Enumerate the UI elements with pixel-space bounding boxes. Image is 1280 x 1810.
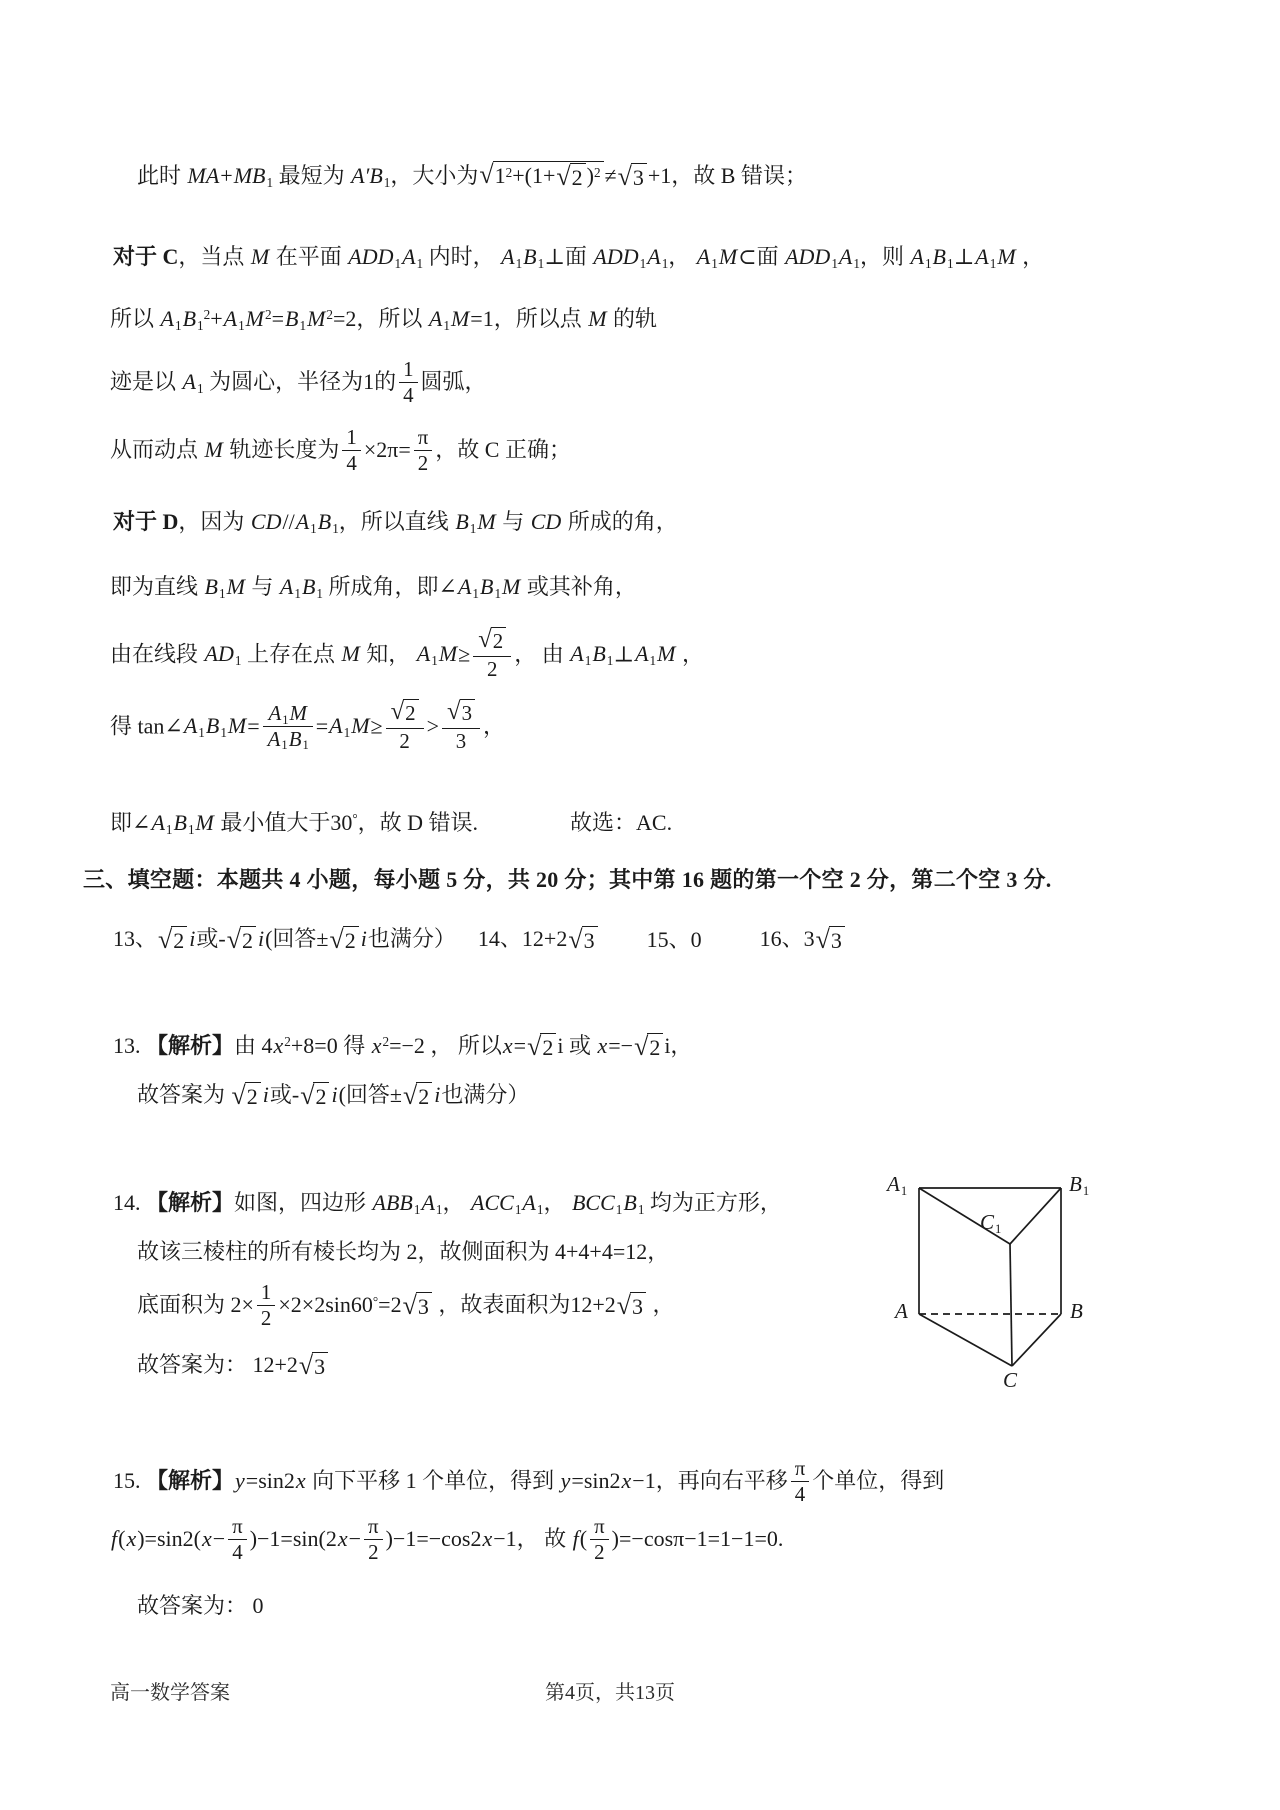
q15-analysis-line-2: f(x)=sin2(x− $\frac{\pi}{4}$ )−1=sin(2x− $\frac{\pi}{2}$ )−1=−cos2x−1， 故 f( $\frac{\pi}{2}$ )=−cosπ−1=1−1=0.	[111, 1514, 784, 1564]
answer-item-15	[647, 923, 702, 954]
solution12-final-answer: 故选：AC.	[570, 810, 673, 835]
vertex-label-b: B	[1070, 1299, 1083, 1323]
vertex-label-a: A	[895, 1299, 908, 1323]
answer-item-13	[113, 922, 456, 955]
solution12-line-4: 迹是以 $A_1$ 为圆心，半径为1的 $\frac{1}{4}$ 圆弧，	[110, 357, 487, 407]
q14-analysis-line-2: 故该三棱柱的所有棱长均为 2，故侧面积为 4+4+4=12，	[137, 1239, 670, 1264]
answer-item-16	[760, 922, 846, 955]
answer-item-14	[478, 922, 599, 955]
q15-analysis-line-1: 15. 【解析】y=sin2x 向下平移 1 个单位，得到 y=sin2x−1，再向右平移 $\frac{\pi}{4}$ 个单位，得到	[113, 1456, 945, 1506]
vertex-label-b1: $B_1$	[1069, 1172, 1090, 1198]
answer-label: 14、	[477, 926, 522, 951]
triangular-prism-figure	[882, 1172, 1152, 1412]
vertex-label-c1: $C_1$	[980, 1210, 1002, 1236]
answer-value: 0	[690, 927, 702, 953]
solution12-line-1: 此时 $MA+MB_1$ 最短为 $A'B_1$，大小为 √ $1^2+(1+$ √ 2 )$^2$ ≠ √ 3 +1，故 B 错误；	[137, 160, 807, 192]
q14-analysis-line-1: 14. 【解析】如图，四边形 $ABB_1A_1$， $ACC_1A_1$， $BCC_1B_1$ 均为正方形，	[113, 1190, 782, 1217]
solution12-verdict-d: 即$\angle A_1B_1M$ 最小值大于30°，故 D 错误.	[110, 810, 479, 837]
q13-analysis-line-1: 13. 【解析】由 $4x^2+8=0$ 得 $x^2=-2$ ， 所以x= √ 2 i 或 x=− √ 2 i，	[113, 1031, 693, 1061]
solution12-line-10	[110, 809, 672, 838]
solution12-line-5: 从而动点 M 轨迹长度为 $\frac{1}{4}$ ×2π= $\frac{\pi}{2}$ ，故 C 正确；	[110, 425, 571, 475]
solution12-line-8: 由在线段 $AD_1$ 上存在点 M 知， $A_1M\ge$ √ 2 2 ， 由 $A_1B_1\perp A_1M$ ，	[110, 626, 704, 682]
answer-label: 15、	[646, 927, 691, 953]
vertex-label-a1: $A_1$	[887, 1172, 908, 1198]
q13-analysis-line-2: 故答案为 √ 2 i或- √ 2 i(回答± √ 2 i也满分）	[137, 1080, 530, 1110]
solution12-line-3: 所以 $A_1B_1^2+A_1M^2=B_1M^2=2$，所以 $A_1M=1$，所以点 M 的轨	[110, 306, 658, 333]
answer-value: √ 2 i或- √ 2 i(回答± √ 2 i也满分）	[158, 924, 456, 954]
solution12-line-6: 对于 D，因为 $CD//A_1B_1$，所以直线 $B_1M$ 与 CD 所成的角，	[113, 509, 678, 536]
answer-value: 12+2 √ 3	[522, 926, 599, 951]
q14-analysis-line-3: 底面积为 2× $\frac{1}{2}$ ×2×2sin60°=2 √ 3 ，故表面积为12+2 √ 3 ，	[137, 1280, 675, 1330]
answer-label: 13、	[113, 926, 158, 951]
solution12-line-9: 得 $\tan\angle A_1B_1M=$ $\frac{A_1M}{A_1B_1}$ $=A_1M\ge$ √ 2 2 > √ 3 3 ，	[110, 698, 506, 754]
fill-in-section-header: 三、填空题：本题共 4 小题，每小题 5 分，共 20 分；其中第 16 题的第一个空 2 分，第二个空 3 分.	[83, 867, 1052, 892]
solution12-line-7: 即为直线 $B_1M$ 与 $A_1B_1$ 所成角，即$\angle A_1B_1M$ 或其补角，	[110, 574, 637, 601]
footer-document-title: 高一数学答案	[110, 1682, 230, 1704]
footer-page-number: 第4页，共13页	[545, 1682, 675, 1704]
solution12-line-2: 对于 C，当点 M 在平面 $ADD_1A_1$ 内时， $A_1B_1\perp$面 $ADD_1A_1$， $A_1M\subset$面 $ADD_1A_1$，则 $A_1B_1\perp A_1M$ ，	[113, 244, 1045, 271]
q15-analysis-line-3: 故答案为： 0	[137, 1593, 264, 1618]
q14-analysis-line-4: 故答案为： 12+2 √ 3	[137, 1351, 329, 1381]
answer-label: 16、	[759, 926, 804, 951]
fill-in-answers-row	[113, 922, 846, 955]
answer-value: 3 √ 3	[804, 926, 846, 951]
vertex-label-c: C	[1003, 1368, 1018, 1392]
